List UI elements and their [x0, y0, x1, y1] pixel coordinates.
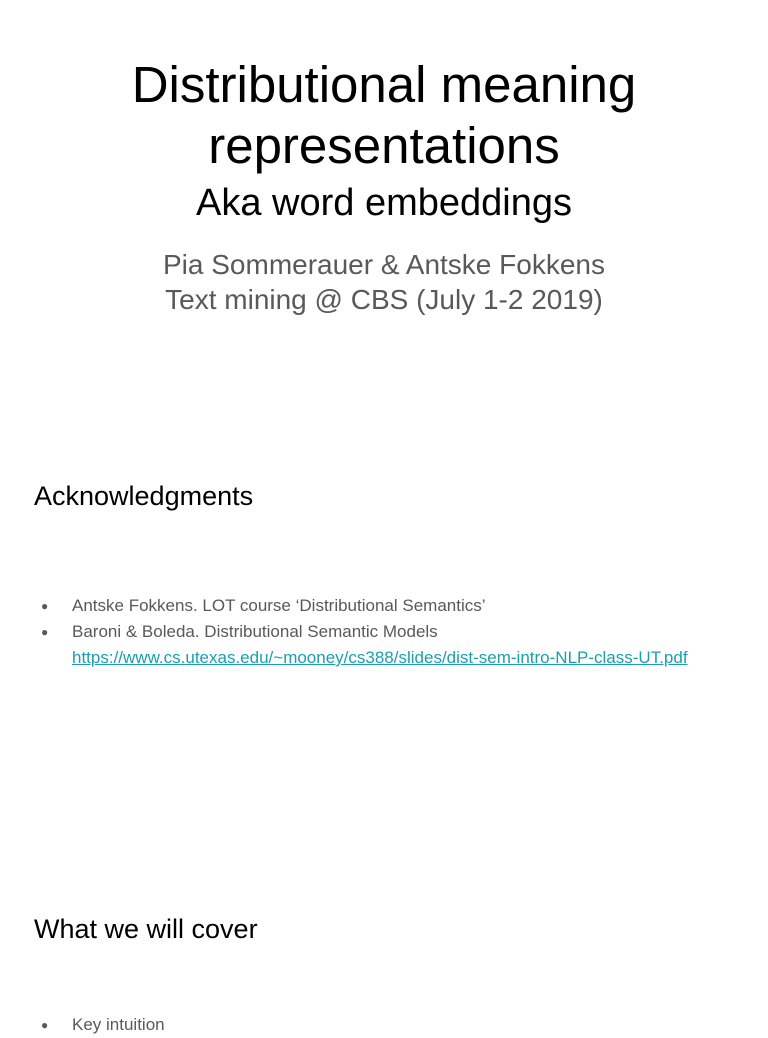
list-item-text: Antske Fokkens. LOT course ‘Distributional Semantics’ [72, 596, 486, 615]
bullet-icon: ● [41, 625, 49, 639]
acknowledgments-heading: Acknowledgments [34, 481, 254, 511]
list-item-text: Baroni & Boleda. Distributional Semantic Models [72, 622, 438, 641]
bullet-icon: ● [41, 599, 49, 613]
list-item [34, 593, 734, 619]
acknowledgments-list [34, 593, 734, 671]
authors-line: Pia Sommerauer & Antske Fokkens [163, 249, 605, 280]
slide-title [0, 54, 768, 176]
title-slide [0, 0, 768, 440]
title-line-2: representations [208, 117, 560, 174]
title-line-1: Distributional meaning [131, 56, 637, 113]
list-item-text: Key intuition [72, 1015, 165, 1034]
slide-subtitle: Aka word embeddings [196, 182, 572, 224]
list-item [34, 619, 734, 671]
bullet-icon: ● [41, 1018, 49, 1032]
coverage-slide [0, 860, 768, 1034]
coverage-list [34, 1012, 165, 1038]
reference-link[interactable]: https://www.cs.utexas.edu/~mooney/cs388/slides/dist-sem-intro-NLP-class-UT.pdf [72, 648, 688, 667]
event-line: Text mining @ CBS (July 1-2 2019) [165, 284, 603, 315]
list-item [34, 1012, 165, 1038]
acknowledgments-slide [0, 440, 768, 860]
authors-block [0, 247, 768, 317]
coverage-heading: What we will cover [34, 914, 258, 944]
